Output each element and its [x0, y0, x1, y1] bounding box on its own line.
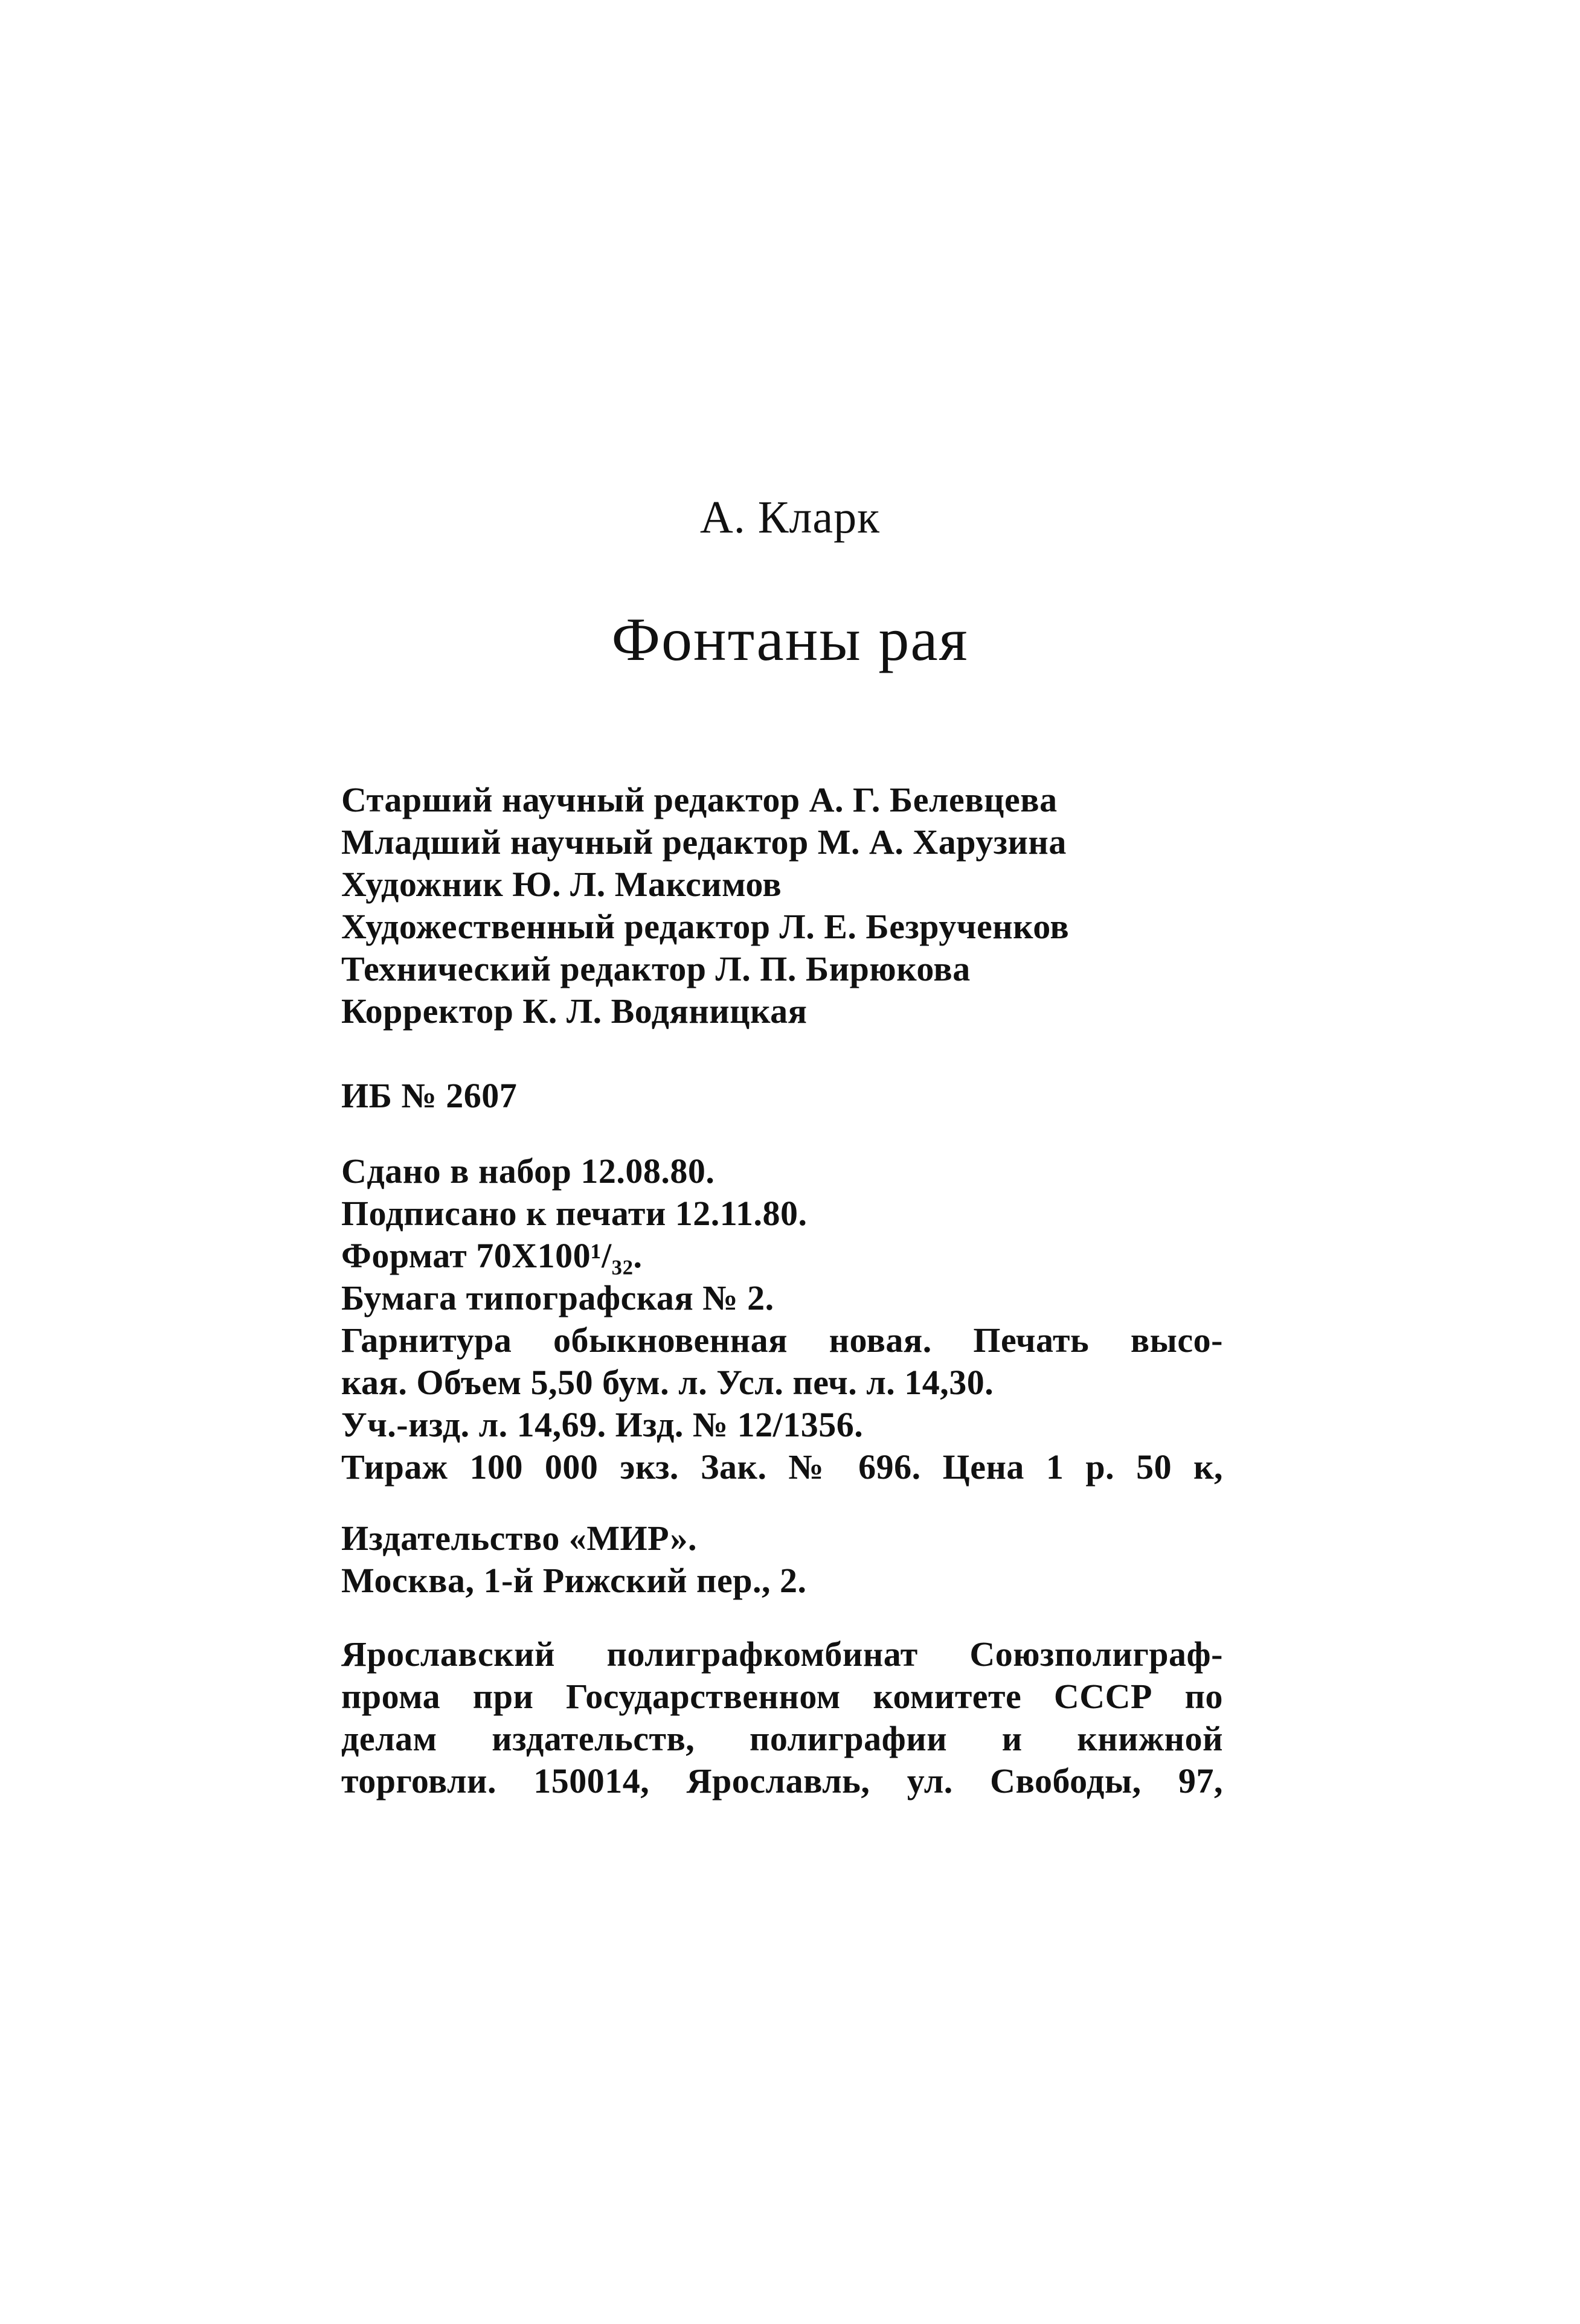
- editorial-staff-list: [341, 779, 1223, 1032]
- staff-line-artist: Художник Ю. Л. Максимов: [341, 865, 782, 904]
- printer-line-3: делам издательств, полиграфии и книжной: [341, 1719, 1223, 1758]
- staff-line-proofreader: Корректор К. Л. Водяницкая: [341, 991, 808, 1031]
- book-title: Фонтаны рая: [611, 606, 969, 674]
- printer-line-2: прома при Государственном комитете СССР по: [341, 1677, 1223, 1716]
- typesetting-date: Сдано в набор 12.08.80.: [341, 1151, 715, 1191]
- circulation-price-line: Тираж 100 000 экз. Зак. № 696. Цена 1 р. 50 к,: [341, 1447, 1223, 1487]
- publisher-address: Москва, 1-й Рижский пер., 2.: [341, 1561, 807, 1600]
- author-name: А. Кларк: [699, 492, 881, 543]
- edition-sheets-line: Уч.-изд. л. 14,69. Изд. № 12/1356.: [341, 1405, 864, 1444]
- printer-line-1: Ярославский полиграфкомбинат Союзполиграф-: [341, 1634, 1223, 1674]
- volume-line: кая. Объем 5,50 бум. л. Усл. печ. л. 14,30.: [341, 1363, 994, 1402]
- format-line: Формат 70Х100¹/₃₂.: [341, 1236, 643, 1275]
- ib-number-block: [341, 1075, 1223, 1117]
- typeface-line: Гарнитура обыкновенная новая. Печать высо-: [341, 1320, 1223, 1360]
- printer-line-4: торговли. 150014, Ярославль, ул. Свободы, 97,: [341, 1761, 1223, 1801]
- printer-block: [341, 1633, 1223, 1802]
- ib-number: ИБ № 2607: [341, 1076, 518, 1115]
- staff-line-technical-editor: Технический редактор Л. П. Бирюкова: [341, 949, 971, 988]
- print-details-block: [341, 1150, 1223, 1488]
- signed-to-print-date: Подписано к печати 12.11.80.: [341, 1194, 808, 1233]
- staff-line-junior-editor: Младший научный редактор М. А. Харузина: [341, 822, 1067, 862]
- staff-line-senior-editor: Старший научный редактор А. Г. Белевцева: [341, 780, 1058, 819]
- publisher-name: Издательство «МИР».: [341, 1519, 698, 1558]
- staff-line-art-editor: Художественный редактор Л. Е. Безрученков: [341, 907, 1070, 946]
- paper-line: Бумага типографская № 2.: [341, 1278, 774, 1317]
- publisher-block: [341, 1517, 1223, 1602]
